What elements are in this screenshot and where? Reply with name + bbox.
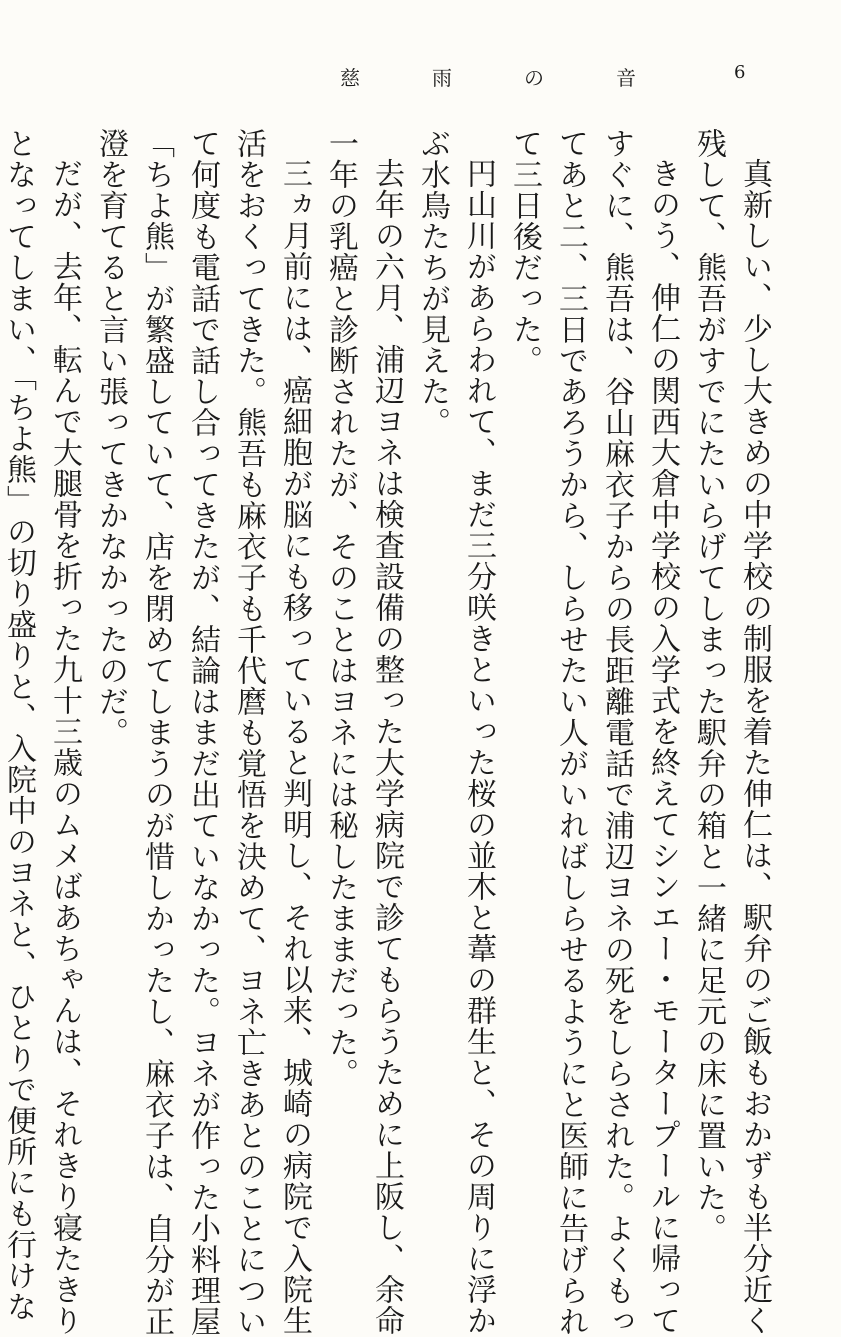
text-line: て何度も電話で話し合ってきたが、結論はまだ出ていなかった。ヨネが作った小料理屋: [185, 128, 220, 1337]
text-line: 真新しい、少し大きめの中学校の制服を着た伸仁は、駅弁のご飯もおかずも半分近く: [737, 158, 772, 1336]
text-line: 澄を育てると言い張ってきかなかったのだ。: [93, 128, 128, 748]
text-line: だが、去年、転んで大腿骨を折った九十三歳のムメばあちゃんは、それきり寝たきり: [47, 158, 82, 1336]
text-line: きのう、伸仁の関西大倉中学校の入学式を終えてシンエー・モータープールに帰って: [645, 158, 680, 1336]
text-line: 円山川があらわれて、まだ三分咲きといった桜の並木と葦の群生と、その周りに浮か: [461, 158, 496, 1336]
text-line: となってしまい、「ちよ熊」の切り盛りと、入院中のヨネと、ひとりで便所にも行けな: [1, 128, 36, 1322]
body-text: [1, 128, 777, 1337]
text-line: 残して、熊吾がすでにたいらげてしまった駅弁の箱と一緒に足元の床に置いた。: [691, 128, 726, 1244]
running-head: [0, 62, 841, 96]
text-line: 三ヵ月前には、癌細胞が脳にも移っていると判明し、それ以来、城崎の病院で入院生: [277, 158, 312, 1336]
text-line: 「ちよ熊」が繁盛していて、店を閉めてしまうのが惜しかったし、麻衣子は、自分が正: [139, 128, 174, 1337]
text-line: すぐに、熊吾は、谷山麻衣子からの長距離電話で浦辺ヨネの死をしらされた。よくもっ: [599, 128, 634, 1337]
text-line: ぶ水鳥たちが見えた。: [415, 128, 450, 438]
text-line: 一年の乳癌と診断されたが、そのことはヨネには秘したままだった。: [323, 128, 358, 1089]
book-title: 慈 雨 の 音: [340, 66, 662, 90]
text-line: てあと二、三日であろうから、しらせたい人がいればしらせるようにと医師に告げられ: [553, 128, 588, 1337]
text-line: 去年の六月、浦辺ヨネは検査設備の整った大学病院で診てもらうために上阪し、余命: [369, 158, 404, 1336]
text-line: 活をおくってきた。熊吾も麻衣子も千代麿も覚悟を決めて、ヨネ亡きあとのことについ: [231, 128, 266, 1337]
page-number: 6: [734, 62, 746, 83]
text-line: て三日後だった。: [507, 128, 542, 376]
